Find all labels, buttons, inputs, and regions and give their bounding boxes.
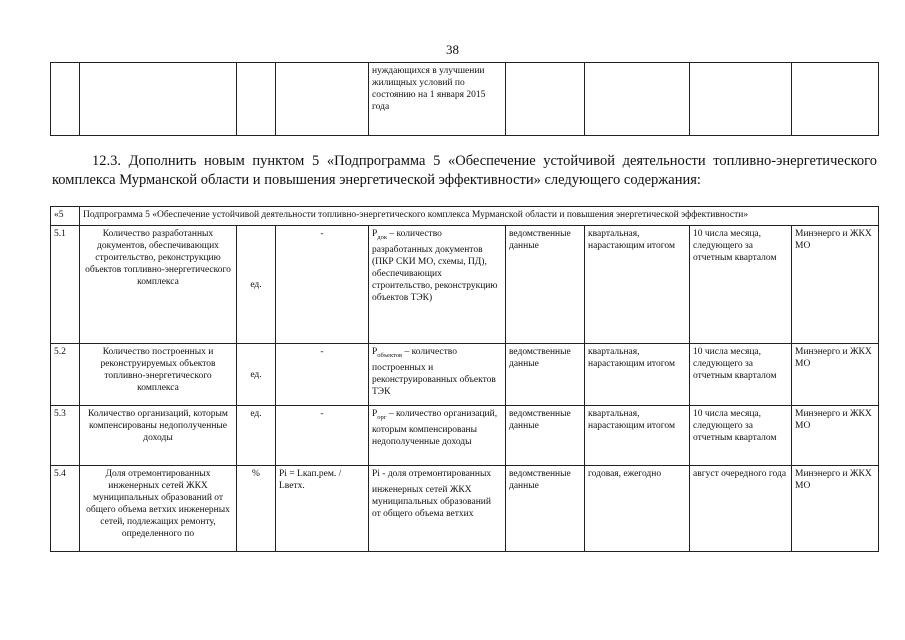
source: ведомственные данные <box>506 466 585 552</box>
indicator-name: Количество разработанных документов, обеспечивающих строительство, реконструкцию объектов топливно-энергетического комплекса <box>80 226 237 344</box>
description <box>369 344 506 406</box>
responsible: Минэнерго и ЖКХ МО <box>792 344 879 406</box>
row-num: 5.4 <box>51 466 80 552</box>
source: ведомственные данные <box>506 406 585 466</box>
table-cell <box>80 63 237 136</box>
description <box>369 226 506 344</box>
formula: Pi = Lкап.рем. / Lветх. <box>276 466 369 552</box>
table-row <box>51 406 879 466</box>
description <box>369 406 506 466</box>
desc-text: – количество построенных и реконструированных объектов ТЭК <box>372 347 496 397</box>
desc-text: Pi - доля отремонтированных инженерных сетей ЖКХ муниципальных образований от общего объема ветхих <box>372 469 492 519</box>
subprogram-table <box>50 206 879 552</box>
top-row-indicator-text: нуждающихся в улучшении жилищных условий по состоянию на 1 января 2015 года <box>369 63 506 136</box>
source: ведомственные данные <box>506 344 585 406</box>
indicator-name: Доля отремонтированных инженерных сетей ЖКХ муниципальных образований от общего объема ветхих инженерных сетей, подлежащих ремонту, определенного по <box>80 466 237 552</box>
table-cell <box>585 63 690 136</box>
period: годовая, ежегодно <box>585 466 690 552</box>
formula: - <box>276 344 369 406</box>
formula: - <box>276 406 369 466</box>
responsible: Минэнерго и ЖКХ МО <box>792 406 879 466</box>
table-row <box>51 466 879 552</box>
desc-subscript: объектов <box>377 351 403 359</box>
responsible: Минэнерго и ЖКХ МО <box>792 466 879 552</box>
desc-text: – количество разработанных документов (ПКР СКИ МО, схемы, ПД), обеспечивающих строительство, реконструкцию объектов ТЭК) <box>372 229 498 303</box>
table-header-row <box>51 207 879 226</box>
table-cell <box>237 63 276 136</box>
unit: ед. <box>237 344 276 406</box>
table-cell <box>51 63 80 136</box>
row-num: 5.3 <box>51 406 80 466</box>
table-row <box>51 226 879 344</box>
desc-symbol: P <box>372 347 378 357</box>
unit: % <box>237 466 276 552</box>
deadline: 10 числа месяца, следующего за отчетным кварталом <box>690 226 792 344</box>
responsible: Минэнерго и ЖКХ МО <box>792 226 879 344</box>
period: квартальная, нарастающим итогом <box>585 406 690 466</box>
header-num: «5 <box>51 207 80 226</box>
deadline: 10 числа месяца, следующего за отчетным кварталом <box>690 344 792 406</box>
desc-subscript: док <box>377 233 388 241</box>
desc-subscript: орг <box>377 413 387 421</box>
desc-text: – количество организаций, которым компенсированы недополученные доходы <box>372 409 498 447</box>
table-row <box>51 344 879 406</box>
unit: ед. <box>237 406 276 466</box>
indicator-name: Количество построенных и реконструируемых объектов топливно-энергетического комплекса <box>80 344 237 406</box>
subprogram-title: Подпрограмма 5 «Обеспечение устойчивой деятельности топливно-энергетического комплекса Мурманской области и повышения энергетической эффективности» <box>80 207 879 226</box>
table-cell <box>792 63 879 136</box>
desc-symbol: P <box>372 409 378 419</box>
page-number: 38 <box>446 42 459 57</box>
unit: ед. <box>237 226 276 344</box>
table-cell <box>506 63 585 136</box>
source: ведомственные данные <box>506 226 585 344</box>
table-cell <box>276 63 369 136</box>
period: квартальная, нарастающим итогом <box>585 344 690 406</box>
indicator-name: Количество организаций, которым компенсированы недополученные доходы <box>80 406 237 466</box>
table-cell <box>690 63 792 136</box>
formula: - <box>276 226 369 344</box>
deadline: 10 числа месяца, следующего за отчетным кварталом <box>690 406 792 466</box>
continued-table <box>50 62 879 136</box>
period: квартальная, нарастающим итогом <box>585 226 690 344</box>
description <box>369 466 506 552</box>
row-num: 5.2 <box>51 344 80 406</box>
desc-symbol: P <box>372 229 378 239</box>
deadline: август очередного года <box>690 466 792 552</box>
row-num: 5.1 <box>51 226 80 344</box>
amendment-paragraph: 12.3. Дополнить новым пунктом 5 «Подпрограмма 5 «Обеспечение устойчивой деятельности топливно-энергетического комплекса Мурманской области и повышения энергетической эффективности» следующего содержания: <box>52 153 877 188</box>
